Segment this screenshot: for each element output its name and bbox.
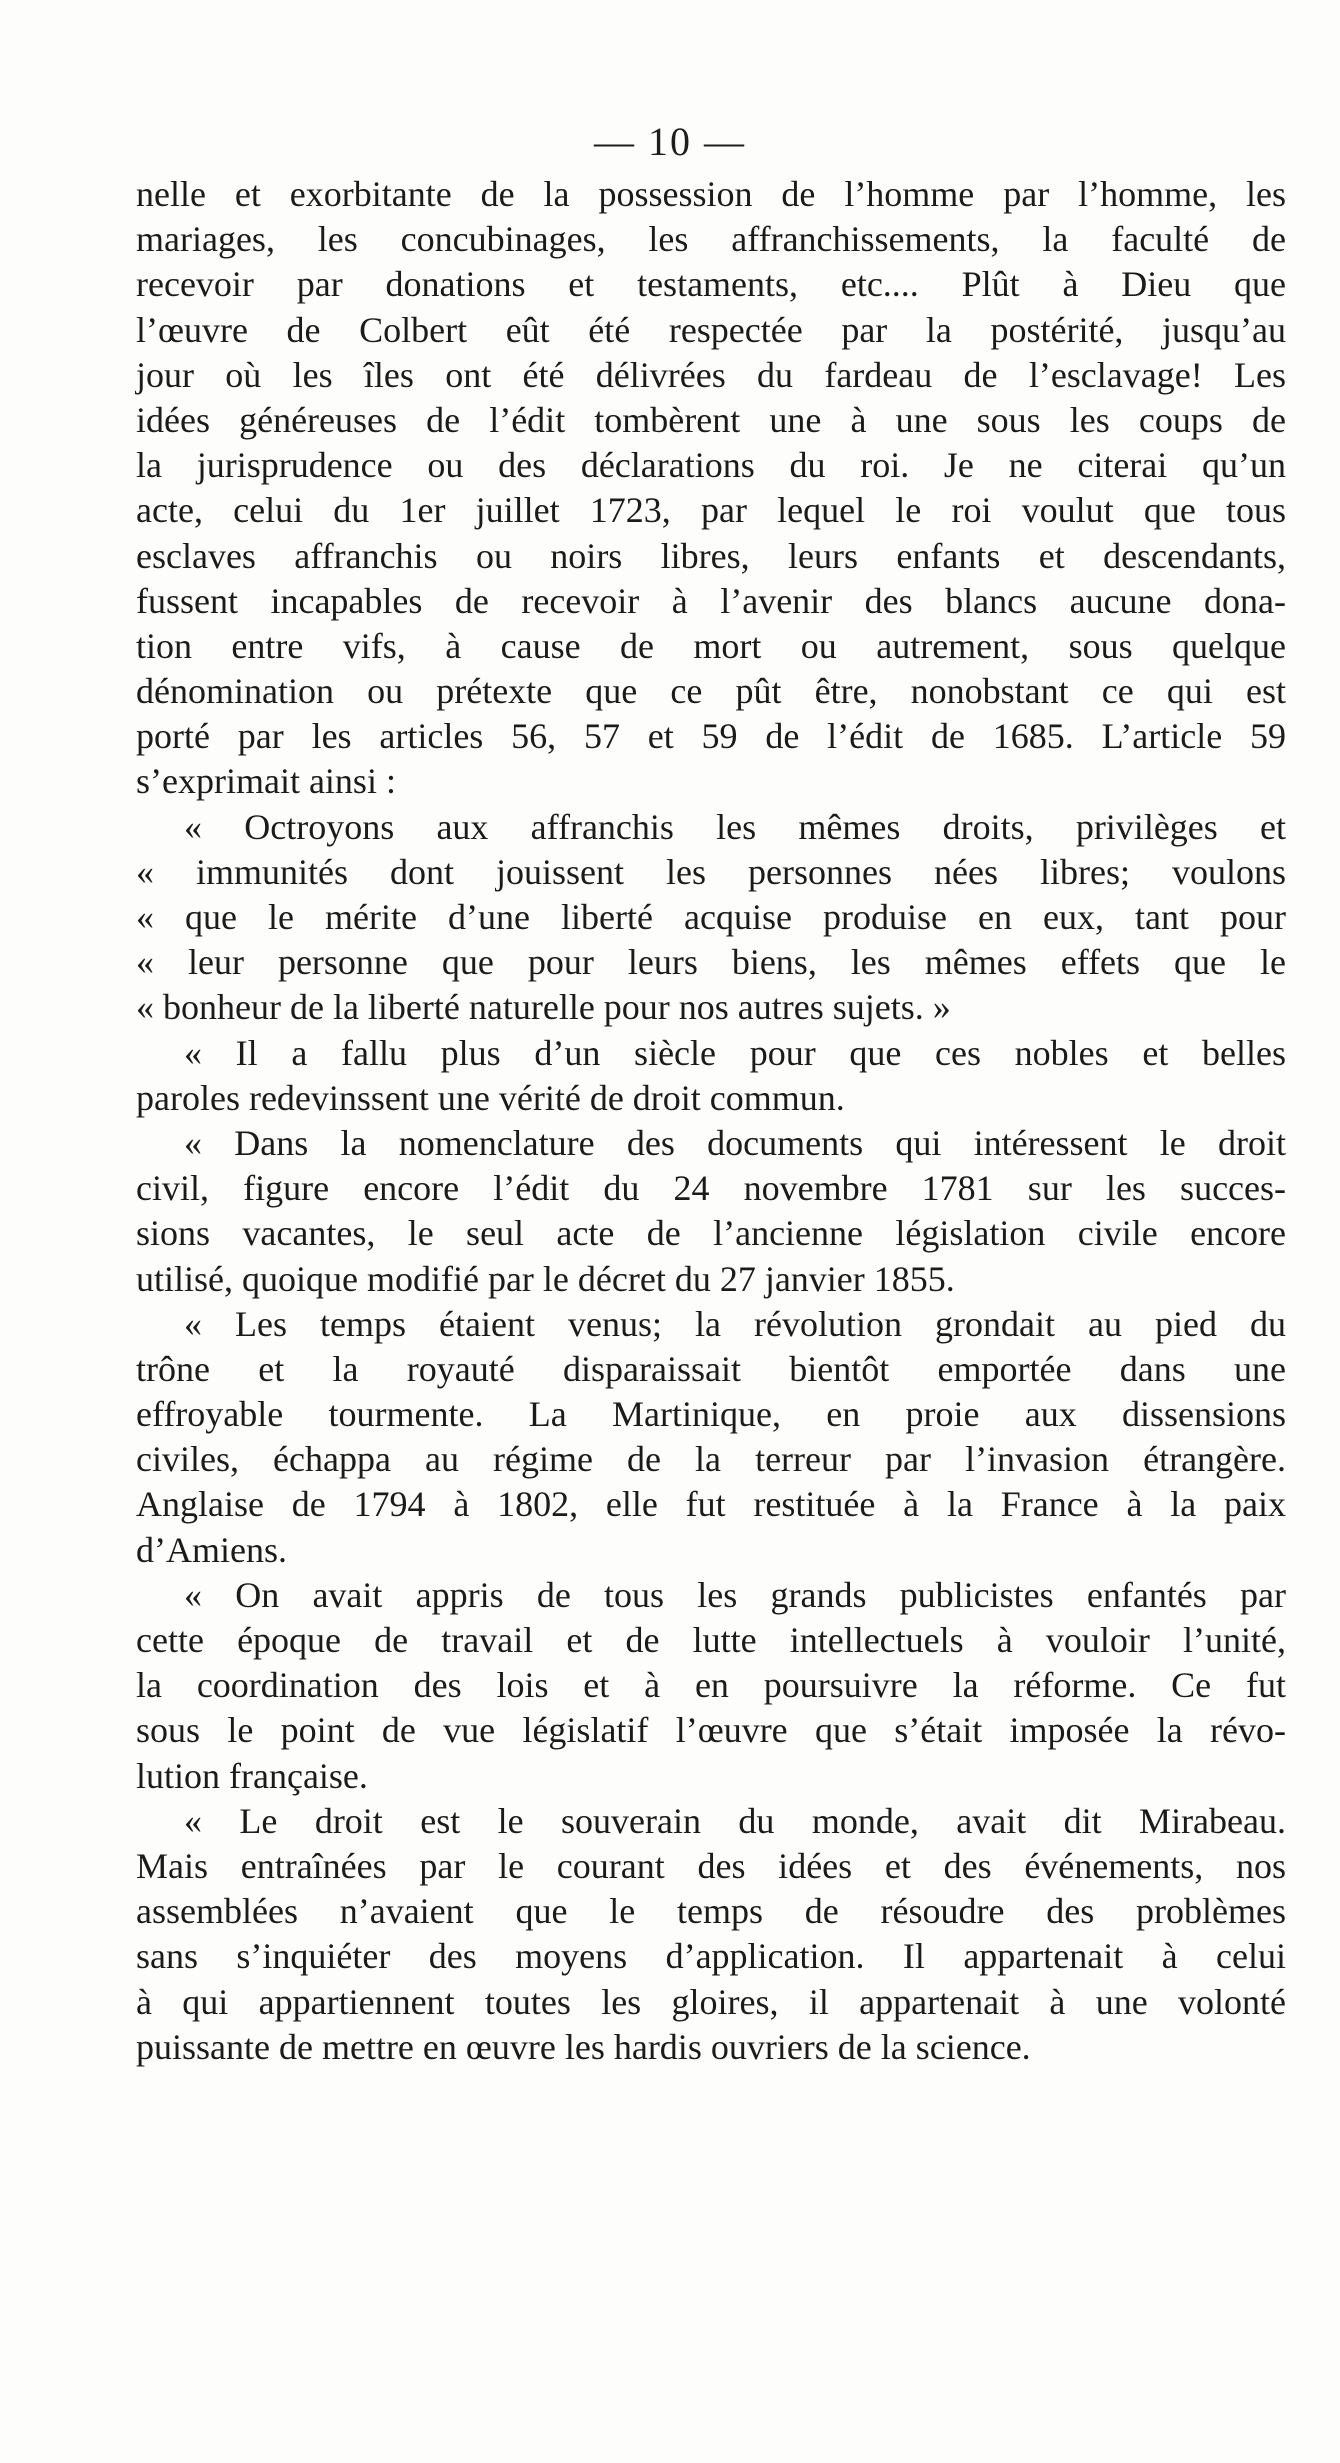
text-line: mariages, les concubinages, les affranchissements, la faculté de <box>136 219 1286 260</box>
text-line: l’œuvre de Colbert eût été respectée par la postérité, jusqu’au <box>136 309 1286 350</box>
text-line: sous le point de vue législatif l’œuvre que s’était imposée la révo- <box>136 1710 1286 1751</box>
text-line: acte, celui du 1er juillet 1723, par lequel le roi voulut que tous <box>136 490 1286 531</box>
text-line: s’exprimait ainsi : <box>136 761 396 802</box>
text-line: « Dans la nomenclature des documents qui intéressent le droit <box>184 1122 1286 1163</box>
text-line: recevoir par donations et testaments, etc.... Plût à Dieu que <box>136 264 1286 305</box>
text-line: trône et la royauté disparaissait bientôt emportée dans une <box>136 1348 1286 1389</box>
text-line: sans s’inquiéter des moyens d’application. Il appartenait à celui <box>136 1936 1286 1977</box>
quote-line: « immunités dont jouissent les personnes nées libres; voulons <box>136 851 1286 892</box>
text-line: dénomination ou prétexte que ce pût être, nonobstant ce qui est <box>136 671 1286 712</box>
text-line: la coordination des lois et à en poursuivre la réforme. Ce fut <box>136 1665 1286 1706</box>
text-line: à qui appartiennent toutes les gloires, il appartenait à une volonté <box>136 1981 1286 2022</box>
text-line: assemblées n’avaient que le temps de résoudre des problèmes <box>136 1891 1286 1932</box>
text-line: la jurisprudence ou des déclarations du roi. Je ne citerai qu’un <box>136 445 1286 486</box>
text-line: lution française. <box>136 1755 368 1796</box>
text-line: sions vacantes, le seul acte de l’ancienne législation civile encore <box>136 1213 1286 1254</box>
quote-line: « bonheur de la liberté naturelle pour nos autres sujets. » <box>136 987 951 1028</box>
text-line: effroyable tourmente. La Martinique, en proie aux dissensions <box>136 1394 1286 1435</box>
text-line: « Il a fallu plus d’un siècle pour que ces nobles et belles <box>184 1032 1286 1073</box>
text-line: tion entre vifs, à cause de mort ou autrement, sous quelque <box>136 625 1286 666</box>
text-line: d’Amiens. <box>136 1529 287 1570</box>
text-line: fussent incapables de recevoir à l’avenir des blancs aucune dona- <box>136 580 1286 621</box>
text-line: Mais entraînées par le courant des idées et des événements, nos <box>136 1845 1286 1886</box>
page-number: — 10 — <box>594 119 746 164</box>
text-line: idées généreuses de l’édit tombèrent une à une sous les coups de <box>136 399 1286 440</box>
text-line: Anglaise de 1794 à 1802, elle fut restituée à la France à la paix <box>136 1484 1286 1525</box>
text-line: « Les temps étaient venus; la révolution grondait au pied du <box>184 1303 1286 1344</box>
text-line: puissante de mettre en œuvre les hardis ouvriers de la science. <box>136 2026 1031 2067</box>
text-line: jour où les îles ont été délivrées du fardeau de l’esclavage! Les <box>136 354 1286 395</box>
text-line: civil, figure encore l’édit du 24 novembre 1781 sur les succes- <box>136 1168 1286 1209</box>
quote-line: « que le mérite d’une liberté acquise produise en eux, tant pour <box>136 897 1286 937</box>
text-line: « Le droit est le souverain du monde, avait dit Mirabeau. <box>184 1800 1286 1841</box>
text-line: esclaves affranchis ou noirs libres, leurs enfants et descendants, <box>136 535 1286 576</box>
text-line: porté par les articles 56, 57 et 59 de l’édit de 1685. L’article 59 <box>136 716 1286 757</box>
text-line: civiles, échappa au régime de la terreur par l’invasion étrangère. <box>136 1439 1286 1480</box>
text-line: paroles redevinssent une vérité de droit commun. <box>136 1077 845 1118</box>
body-text <box>136 172 1286 2070</box>
text-line: cette époque de travail et de lutte intellectuels à vouloir l’unité, <box>136 1620 1286 1660</box>
text-line: utilisé, quoique modifié par le décret du 27 janvier 1855. <box>136 1258 955 1299</box>
quote-line: « Octroyons aux affranchis les mêmes droits, privilèges et <box>184 806 1286 847</box>
text-line: « On avait appris de tous les grands publicistes enfantés par <box>184 1574 1286 1615</box>
text-line: nelle et exorbitante de la possession de l’homme par l’homme, les <box>136 174 1286 214</box>
quote-line: « leur personne que pour leurs biens, les mêmes effets que le <box>136 942 1286 983</box>
